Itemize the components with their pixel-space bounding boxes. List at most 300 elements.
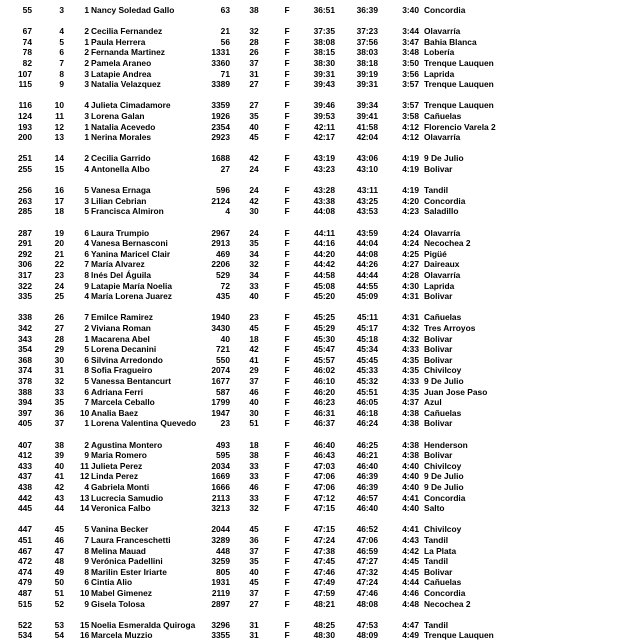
- table-row: [0, 69, 634, 79]
- runner-sex: F: [284, 206, 290, 217]
- bib-number: 1799: [211, 397, 230, 408]
- runner-city: Tandil: [424, 185, 449, 196]
- runner-city: Henderson: [424, 439, 468, 450]
- table-row: [0, 323, 634, 333]
- chip-time: 36:39: [356, 5, 378, 15]
- bib-number: 3389: [211, 79, 230, 90]
- gun-time: 39:53: [313, 111, 335, 121]
- runner-sex: F: [284, 333, 290, 344]
- runner-name: Lorena Decanini: [91, 344, 157, 355]
- pace: 4:35: [402, 354, 419, 365]
- runner-age: 32: [249, 503, 259, 514]
- bib-number: 63: [220, 5, 230, 15]
- pace: 3:47: [402, 36, 419, 47]
- pace: 3:57: [402, 100, 419, 111]
- table-row: [0, 37, 634, 47]
- gender-position: 52: [54, 598, 64, 609]
- runner-name: Marcela Ceballo: [91, 397, 155, 408]
- gender-position: 8: [59, 68, 64, 79]
- bib-number: 2113: [211, 492, 230, 503]
- runner-sex: F: [284, 386, 290, 397]
- category-position: 6: [84, 248, 89, 259]
- category-position: 9: [84, 450, 89, 461]
- runner-name: Antonella Albo: [91, 164, 150, 174]
- gun-time: 46:10: [313, 376, 335, 386]
- table-row: [0, 100, 634, 110]
- runner-name: Marilin Ester Iriarte: [91, 566, 167, 577]
- runner-sex: F: [284, 58, 290, 68]
- category-position: 4: [84, 482, 89, 492]
- runner-city: Tandil: [424, 556, 449, 567]
- table-row: [0, 47, 634, 57]
- runner-city: Cañuelas: [424, 312, 462, 323]
- gun-time: 44:16: [313, 238, 335, 249]
- overall-position: 82: [22, 58, 32, 68]
- runner-city: La Plata: [424, 545, 457, 556]
- category-position: 5: [84, 206, 89, 217]
- gun-time: 46:23: [313, 397, 335, 408]
- runner-age: 38: [249, 450, 259, 461]
- runner-city: Trenque Lauquen: [424, 58, 494, 68]
- gun-time: 44:42: [313, 259, 335, 270]
- table-row: [0, 355, 634, 365]
- pace: 4:38: [402, 407, 419, 418]
- category-position: 9: [84, 598, 89, 609]
- overall-position: 515: [18, 598, 32, 609]
- runner-city: Concordia: [424, 5, 466, 15]
- chip-time: 43:59: [356, 227, 378, 238]
- runner-sex: F: [284, 153, 290, 164]
- gender-position: 42: [54, 482, 64, 492]
- runner-city: Tres Arroyos: [424, 323, 476, 333]
- gender-position: 45: [54, 524, 64, 535]
- pace: 3:50: [402, 58, 419, 68]
- runner-city: Chivilcoy: [424, 460, 462, 471]
- category-position: 2: [84, 439, 89, 450]
- runner-name: Natalia Acevedo: [91, 121, 156, 132]
- bib-number: 2034: [211, 460, 230, 471]
- table-row: [0, 620, 634, 630]
- runner-name: Melina Mauad: [91, 545, 146, 556]
- runner-city: 9 De Julio: [424, 482, 464, 492]
- chip-time: 46:40: [356, 460, 378, 471]
- runner-sex: F: [284, 5, 290, 15]
- runner-age: 40: [249, 121, 259, 132]
- pace: 3:56: [402, 68, 419, 79]
- category-position: 1: [84, 36, 89, 47]
- category-position: 1: [84, 333, 89, 344]
- table-row: [0, 440, 634, 450]
- chip-time: 37:23: [356, 26, 378, 37]
- category-position: 2: [84, 26, 89, 37]
- overall-position: 107: [18, 68, 32, 79]
- runner-age: 41: [249, 354, 259, 365]
- category-position: 8: [84, 545, 89, 556]
- category-position: 2: [84, 323, 89, 333]
- runner-age: 24: [249, 164, 259, 174]
- gun-time: 43:23: [313, 164, 335, 174]
- overall-position: 317: [18, 270, 32, 280]
- runner-sex: F: [284, 280, 290, 291]
- gun-time: 45:25: [313, 312, 335, 323]
- overall-position: 405: [18, 418, 32, 429]
- table-row: [0, 228, 634, 238]
- pace: 4:37: [402, 397, 419, 408]
- runner-city: 9 De Julio: [424, 471, 464, 482]
- gun-time: 42:17: [313, 132, 335, 143]
- runner-age: 31: [249, 630, 259, 640]
- gun-time: 44:08: [313, 206, 335, 217]
- bib-number: 3296: [211, 619, 230, 630]
- overall-position: 407: [18, 439, 32, 450]
- runner-sex: F: [284, 47, 290, 58]
- runner-sex: F: [284, 535, 290, 545]
- bib-number: 596: [216, 185, 230, 196]
- gender-position: 14: [54, 153, 64, 164]
- runner-age: 24: [249, 185, 259, 196]
- bib-number: 469: [216, 248, 230, 259]
- runner-age: 45: [249, 132, 259, 143]
- runner-sex: F: [284, 26, 290, 37]
- pace: 4:31: [402, 312, 419, 323]
- overall-position: 378: [18, 376, 32, 386]
- pace: 4:27: [402, 259, 419, 270]
- gender-position: 6: [59, 47, 64, 58]
- runner-city: Bolivar: [424, 566, 453, 577]
- bib-number: 1677: [211, 376, 230, 386]
- gun-time: 45:57: [313, 354, 335, 365]
- runner-name: Cintia Alio: [91, 577, 133, 588]
- bib-number: 21: [220, 26, 230, 37]
- chip-time: 47:24: [356, 577, 378, 588]
- runner-city: Olavarría: [424, 270, 461, 280]
- overall-position: 263: [18, 195, 32, 206]
- chip-time: 38:18: [356, 58, 378, 68]
- overall-position: 487: [18, 588, 32, 598]
- chip-time: 45:45: [356, 354, 378, 365]
- bib-number: 2074: [211, 365, 230, 376]
- gun-time: 47:06: [313, 482, 335, 492]
- pace: 3:40: [402, 5, 419, 15]
- runner-name: Marcela Muzzio: [91, 630, 153, 640]
- category-position: 3: [84, 111, 89, 121]
- category-position: 10: [80, 407, 90, 418]
- runner-age: 27: [249, 100, 259, 111]
- runner-age: 32: [249, 259, 259, 270]
- table-row: [0, 111, 634, 121]
- bib-number: 4: [225, 206, 230, 217]
- gender-position: 22: [54, 259, 64, 270]
- gender-position: 7: [59, 58, 64, 68]
- table-row: [0, 312, 634, 322]
- gender-position: 12: [54, 121, 64, 132]
- runner-name: Agustina Montero: [91, 439, 163, 450]
- gender-position: 51: [54, 588, 64, 598]
- runner-age: 30: [249, 206, 259, 217]
- category-position: 2: [84, 153, 89, 164]
- runner-name: Cecilia Garrido: [91, 153, 151, 164]
- runner-name: Emilce Ramirez: [91, 312, 153, 323]
- runner-sex: F: [284, 121, 290, 132]
- bib-number: 3359: [211, 100, 230, 111]
- category-position: 15: [80, 619, 90, 630]
- table-row: [0, 270, 634, 280]
- overall-position: 291: [18, 238, 32, 249]
- runner-name: Nancy Soledad Gallo: [91, 5, 175, 15]
- runner-age: 30: [249, 407, 259, 418]
- pace: 4:45: [402, 556, 419, 567]
- overall-position: 322: [18, 280, 32, 291]
- overall-position: 447: [18, 524, 32, 535]
- table-row: [0, 79, 634, 89]
- runner-name: Silvina Arredondo: [91, 354, 163, 365]
- bib-number: 3355: [211, 630, 230, 640]
- overall-position: 67: [22, 26, 32, 37]
- chip-time: 44:04: [356, 238, 378, 249]
- bib-number: 2897: [211, 598, 230, 609]
- runner-city: Tandil: [424, 535, 449, 545]
- category-position: 7: [84, 312, 89, 323]
- gender-position: 16: [54, 185, 64, 196]
- overall-position: 338: [18, 312, 32, 323]
- chip-time: 42:04: [356, 132, 378, 143]
- overall-position: 412: [18, 450, 32, 461]
- runner-sex: F: [284, 460, 290, 471]
- gun-time: 43:19: [313, 153, 335, 164]
- pace: 4:45: [402, 566, 419, 577]
- runner-name: Gisela Tolosa: [91, 598, 145, 609]
- runner-age: 28: [249, 36, 259, 47]
- chip-time: 46:57: [356, 492, 378, 503]
- runner-city: 9 De Julio: [424, 376, 464, 386]
- bib-number: 23: [220, 418, 230, 429]
- chip-time: 45:32: [356, 376, 378, 386]
- overall-position: 255: [18, 164, 32, 174]
- chip-time: 43:25: [356, 195, 378, 206]
- runner-city: Cañuelas: [424, 111, 462, 121]
- chip-time: 46:39: [356, 482, 378, 492]
- pace: 4:38: [402, 450, 419, 461]
- category-position: 1: [84, 418, 89, 429]
- runner-name: Lorena Galan: [91, 111, 145, 121]
- runner-name: Lilian Cebrian: [91, 195, 147, 206]
- table-row: [0, 132, 634, 142]
- runner-name: Laura Trumpio: [91, 227, 150, 238]
- runner-sex: F: [284, 524, 290, 535]
- gun-time: 45:47: [313, 344, 335, 355]
- category-position: 3: [84, 68, 89, 79]
- gun-time: 47:12: [313, 492, 335, 503]
- runner-name: Laura Franceschetti: [91, 535, 171, 545]
- pace: 4:44: [402, 577, 419, 588]
- pace: 4:12: [402, 132, 419, 143]
- runner-age: 18: [249, 439, 259, 450]
- runner-age: 32: [249, 26, 259, 37]
- chip-time: 41:58: [356, 121, 378, 132]
- runner-city: Concordia: [424, 195, 466, 206]
- bib-number: 71: [220, 68, 230, 79]
- bib-number: 1331: [211, 47, 230, 58]
- gun-time: 46:02: [313, 365, 335, 376]
- pace: 3:48: [402, 47, 419, 58]
- table-row: [0, 556, 634, 566]
- runner-sex: F: [284, 227, 290, 238]
- runner-age: 37: [249, 58, 259, 68]
- runner-name: Veronica Falbo: [91, 503, 151, 514]
- runner-sex: F: [284, 588, 290, 598]
- table-row: [0, 334, 634, 344]
- table-row: [0, 26, 634, 36]
- overall-position: 451: [18, 535, 32, 545]
- category-position: 7: [84, 259, 89, 270]
- overall-position: 437: [18, 471, 32, 482]
- category-position: 13: [80, 492, 90, 503]
- table-row: [0, 577, 634, 587]
- gender-position: 47: [54, 545, 64, 556]
- category-position: 14: [80, 503, 90, 514]
- pace: 4:42: [402, 545, 419, 556]
- runner-sex: F: [284, 471, 290, 482]
- runner-name: Inés Del Águila: [91, 270, 152, 280]
- gun-time: 45:30: [313, 333, 335, 344]
- category-position: 4: [84, 164, 89, 174]
- table-row: [0, 450, 634, 460]
- runner-sex: F: [284, 482, 290, 492]
- category-position: 1: [84, 132, 89, 143]
- pace: 4:35: [402, 365, 419, 376]
- category-position: 9: [84, 556, 89, 567]
- overall-position: 285: [18, 206, 32, 217]
- category-position: 6: [84, 386, 89, 397]
- runner-name: Cecilia Fernandez: [91, 26, 163, 37]
- table-row: [0, 493, 634, 503]
- pace: 4:47: [402, 619, 419, 630]
- pace: 4:25: [402, 248, 419, 259]
- runner-name: Vanessa Bentancurt: [91, 376, 172, 386]
- runner-city: Bolivar: [424, 164, 453, 174]
- chip-time: 44:08: [356, 248, 378, 259]
- chip-time: 45:33: [356, 365, 378, 376]
- runner-city: Juan Jose Paso: [424, 386, 488, 397]
- runner-age: 37: [249, 545, 259, 556]
- chip-time: 46:40: [356, 503, 378, 514]
- runner-name: Maria Romero: [91, 450, 147, 461]
- gun-time: 38:15: [313, 47, 335, 58]
- chip-time: 48:08: [356, 598, 378, 609]
- gender-position: 49: [54, 566, 64, 577]
- gun-time: 47:59: [313, 588, 335, 598]
- table-row: [0, 259, 634, 269]
- overall-position: 433: [18, 460, 32, 471]
- pace: 4:43: [402, 535, 419, 545]
- gun-time: 44:58: [313, 270, 335, 280]
- gender-position: 50: [54, 577, 64, 588]
- runner-age: 40: [249, 566, 259, 577]
- gender-position: 41: [54, 471, 64, 482]
- gun-time: 44:11: [314, 227, 335, 238]
- gender-position: 32: [54, 376, 64, 386]
- runner-city: Azul: [424, 397, 442, 408]
- bib-number: 2923: [211, 132, 230, 143]
- runner-name: Macarena Abel: [91, 333, 150, 344]
- bib-number: 2206: [211, 259, 230, 270]
- table-row: [0, 249, 634, 259]
- gun-time: 46:20: [313, 386, 335, 397]
- pace: 4:40: [402, 471, 419, 482]
- runner-name: Adriana Ferri: [91, 386, 144, 397]
- gender-position: 23: [54, 270, 64, 280]
- bib-number: 805: [216, 566, 230, 577]
- table-row: [0, 58, 634, 68]
- chip-time: 46:25: [356, 439, 378, 450]
- chip-time: 37:56: [356, 36, 378, 47]
- runner-city: Laprida: [424, 280, 455, 291]
- runner-sex: F: [284, 566, 290, 577]
- gun-time: 47:38: [313, 545, 335, 556]
- runner-age: 33: [249, 492, 259, 503]
- runner-age: 29: [249, 365, 259, 376]
- bib-number: 435: [216, 291, 230, 302]
- runner-sex: F: [284, 365, 290, 376]
- runner-name: Gabriela Monti: [91, 482, 150, 492]
- gun-time: 45:08: [313, 280, 335, 291]
- runner-city: Chivilcoy: [424, 524, 462, 535]
- chip-time: 47:06: [356, 535, 378, 545]
- gender-position: 36: [54, 407, 64, 418]
- table-row: [0, 238, 634, 248]
- runner-city: Bolivar: [424, 354, 453, 365]
- runner-sex: F: [284, 503, 290, 514]
- gender-position: 39: [54, 450, 64, 461]
- runner-city: Tandil: [424, 619, 449, 630]
- category-position: 8: [84, 270, 89, 280]
- category-position: 16: [80, 630, 90, 640]
- table-row: [0, 418, 634, 428]
- overall-position: 354: [18, 344, 32, 355]
- overall-position: 397: [18, 407, 32, 418]
- runner-city: Olavarría: [424, 227, 461, 238]
- chip-time: 46:59: [356, 545, 378, 556]
- runner-city: Necochea 2: [424, 598, 471, 609]
- gun-time: 38:30: [313, 58, 335, 68]
- gender-position: 30: [54, 354, 64, 365]
- runner-name: María Lorena Juarez: [91, 291, 172, 302]
- chip-time: 43:11: [357, 185, 378, 196]
- runner-age: 38: [249, 5, 259, 15]
- gender-position: 5: [59, 36, 64, 47]
- bib-number: 40: [220, 333, 230, 344]
- gun-time: 39:43: [313, 79, 335, 90]
- chip-time: 38:03: [356, 47, 378, 58]
- chip-time: 46:24: [356, 418, 378, 429]
- runner-sex: F: [284, 344, 290, 355]
- runner-sex: F: [284, 185, 290, 196]
- gender-position: 54: [54, 630, 64, 640]
- category-position: 8: [84, 365, 89, 376]
- category-position: 5: [84, 185, 89, 196]
- runner-city: Olavarría: [424, 132, 461, 143]
- gender-position: 27: [54, 323, 64, 333]
- gun-time: 45:29: [313, 323, 335, 333]
- runner-sex: F: [284, 492, 290, 503]
- gender-position: 10: [54, 100, 64, 111]
- pace: 4:49: [402, 630, 419, 640]
- runner-sex: F: [284, 354, 290, 365]
- gender-position: 15: [54, 164, 64, 174]
- gender-position: 53: [54, 619, 64, 630]
- runner-age: 42: [249, 153, 259, 164]
- runner-name: Paula Herrera: [91, 36, 146, 47]
